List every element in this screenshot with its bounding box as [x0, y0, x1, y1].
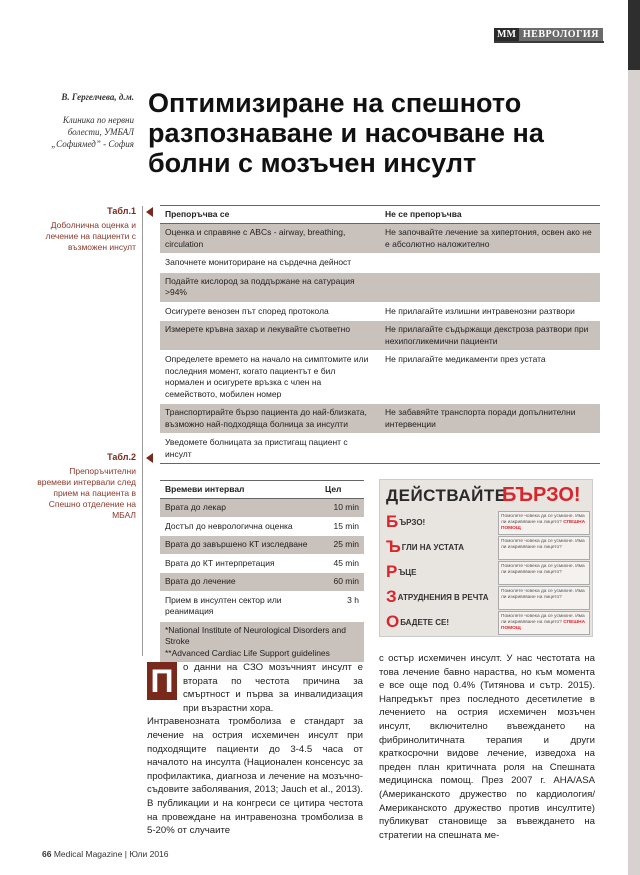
author-block [44, 92, 134, 150]
drop-cap: П [147, 662, 177, 700]
poster-panel [498, 536, 590, 560]
table-note-row [160, 621, 364, 662]
table2-label: Табл.2 [107, 452, 136, 462]
table-cell: Осигурете венозен път според протокола [160, 302, 380, 320]
table-cell [380, 254, 600, 272]
section-name: НЕВРОЛОГИЯ [519, 28, 603, 42]
poster-row [386, 610, 494, 634]
table-cell: 3 h [320, 591, 364, 621]
table-cell: Не прилагайте медикаменти през устата [380, 351, 600, 404]
table-row [160, 517, 364, 535]
poster-letter: Ъ [386, 537, 401, 556]
poster-row-text: ЪРЗО! [399, 517, 426, 527]
poster-row [386, 535, 494, 559]
poster-letter: З [386, 587, 397, 606]
poster-panel [498, 611, 590, 635]
table-cell: Достъп до неврологична оценка [160, 517, 320, 535]
table-cell: Врата до лекар [160, 499, 320, 517]
side-tab [628, 0, 640, 875]
poster-row-text: АТРУДНЕНИЯ В РЕЧТА [397, 592, 489, 602]
poster-panel [498, 561, 590, 585]
footer-separator: | [124, 849, 127, 859]
table-cell: Не прилагайте излишни интравенозни разтвори [380, 302, 600, 320]
table1-divider [142, 206, 143, 466]
table-row [160, 321, 600, 351]
poster-letter: Р [386, 562, 398, 581]
table-cell: 60 min [320, 573, 364, 591]
section-tag [494, 28, 603, 42]
body-paragraph: Интравенозната тромболиза е стандарт за лечение на острия исхемичен инсулт при подходящите пациенти до 3-4.5 часа от началото на инсулта (Национален консенсус за профилактика, диагноза и лечение на мозъчно-съдовите заболявания, 2013; Jauch et al., 2013). В публикации и на конгреси се цитира честота на провеждане на интравенозна тромболиза в 5-20% от случаите [147, 716, 363, 837]
poster-panel-highlight: СПЕШНА ПОМОЩ [501, 520, 586, 532]
table1-caption [36, 206, 136, 253]
body-paragraph-lead: о данни на СЗО мозъчният инсулт е втората по честота причина за смъртност и първа за инвалидизация при възрастни хора. [183, 662, 363, 714]
table1-caption-text: Доболнична оценка и лечение на пациенти с възможен инсулт [45, 219, 136, 252]
issue-date: Юли 2016 [129, 849, 169, 859]
table-cell: Измерете кръвна захар и лекувайте съответно [160, 321, 380, 351]
table-cell: 15 min [320, 517, 364, 535]
table-cell: Прием в инсултен сектор или реанимация [160, 591, 320, 621]
table-cell [380, 272, 600, 302]
table-cell: Определете времето на начало на симптомите или последния момент, когато пациентът е бил нормален и осигурете връзка с член на семейството, мобилен номер [160, 351, 380, 404]
table2-header-goal: Цел [320, 481, 364, 499]
poster-row [386, 585, 494, 609]
table-cell: Врата до завършено КТ изследване [160, 536, 320, 554]
page-footer [42, 849, 169, 859]
table-row [160, 404, 600, 434]
poster-row [386, 510, 494, 534]
poster-panel-highlight: СПЕШНА ПОМОЩ [501, 620, 586, 632]
table-cell: Врата до КТ интерпретация [160, 554, 320, 572]
article-title: Оптимизиране на спешното разпознаване и насочване на болни с мозъчен инсулт [148, 88, 544, 179]
table1-header-row [160, 206, 600, 224]
poster-panel-text: Помолете човека да се усмихне. Има ли изкривяване на лицето? [501, 589, 585, 601]
poster-panel [498, 586, 590, 610]
author-name: В. Гергелчева, д.м. [61, 92, 134, 102]
table-row [160, 434, 600, 464]
table2-caption-text: Препоръчителни времеви интервали след прием на пациента в Спешно отделение на МБАЛ [37, 465, 136, 520]
fast-poster-image [379, 479, 593, 637]
table-cell [380, 434, 600, 464]
table-row [160, 351, 600, 404]
body-column-1 [147, 661, 363, 838]
table-row [160, 224, 600, 254]
poster-panel [498, 511, 590, 535]
table1-header-not-recommended: Не се препоръчва [380, 206, 600, 224]
table-row [160, 272, 600, 302]
table-cell: Врата до лечение [160, 573, 320, 591]
table1-label: Табл.1 [107, 206, 136, 216]
author-affiliation: Клиника по нервни болести, УМБАЛ „Софиямед” - София [51, 115, 134, 150]
table-cell: Подайте кислород за поддържане на сатурация >94% [160, 272, 380, 302]
poster-letter: Б [386, 512, 399, 531]
poster-panel-text: Помолете човека да се усмихне. Има ли изкривяване на лицето? [501, 514, 585, 526]
table2-note: **Advanced Cardiac Life Support guidelines [165, 647, 330, 658]
poster-row-text: ГЛИ НА УСТАТА [401, 542, 464, 552]
table-cell: 45 min [320, 554, 364, 572]
table-cell: Не прилагайте съдържащи декстроза разтвори при нехипогликемични пациенти [380, 321, 600, 351]
poster-panel-text: Помолете човека да се усмихне. Има ли изкривяване на лицето? [501, 539, 585, 551]
table-row [160, 254, 600, 272]
side-tab-dark [628, 0, 640, 70]
table2 [160, 480, 364, 663]
table-row [160, 302, 600, 320]
magazine-mark: MM [494, 28, 519, 42]
magazine-name: Medical Magazine [53, 849, 123, 859]
table2-note: *National Institute of Neurological Disorders and Stroke [165, 624, 346, 647]
poster-title-fast: БЪРЗО! [502, 484, 581, 506]
table-row [160, 591, 364, 621]
poster-row-text: ЪЦЕ [398, 567, 417, 577]
page-number: 66 [42, 849, 52, 859]
table-row [160, 554, 364, 572]
table2-marker [146, 453, 153, 463]
header-rule [494, 41, 604, 43]
poster-letter: О [386, 612, 400, 631]
poster-row [386, 560, 494, 584]
table-row [160, 573, 364, 591]
table-cell: Не започвайте лечение за хипертония, освен ако не е абсолютно наложително [380, 224, 600, 254]
table2-divider [142, 452, 143, 656]
table1-marker [146, 207, 153, 217]
table-cell: Уведомете болницата за пристигащ пациент с инсулт [160, 434, 380, 464]
table-cell: Започнете мониториране на сърдечна дейност [160, 254, 380, 272]
table-row [160, 536, 364, 554]
table-cell: 10 min [320, 499, 364, 517]
body-column-2: с остър исхемичен инсулт. У нас честотата на това лечение бавно нараства, но към момента е все още под 0.4% (Титянова и сътр. 2015). Напредъкът през последното десетилетие в лечението на острия исхемичен мозъчен инсулт, включително въвеждането на фибринолитичната терапия и други краткосрочни видове лечение, изведоха на преден план критичната роля на Спешната медицинска помощ. През 2007 г. AHA/ASA (Американското дружество по кардиология/Американското дружество против инсултите) публикуват становище за въвеждането на стратегии на спешната ме- [379, 653, 595, 841]
table-cell: Оценка и справяне с ABCs - airway, breathing, circulation [160, 224, 380, 254]
table-cell: Не забавяйте транспорта поради допълнителни интервенции [380, 404, 600, 434]
table2-header-row [160, 481, 364, 499]
poster-panel-text: Помолете човека да се усмихне. Има ли изкривяване на лицето? [501, 614, 585, 626]
poster-title-act: ДЕЙСТВАЙТЕ [386, 486, 507, 505]
table2-notes [160, 621, 364, 662]
table2-caption [36, 452, 136, 521]
table-row [160, 499, 364, 517]
table-cell: 25 min [320, 536, 364, 554]
table1-header-recommended: Препоръчва се [160, 206, 380, 224]
poster-panel-text: Помолете човека да се усмихне. Има ли изкривяване на лицето? [501, 564, 585, 576]
table-cell: Транспортирайте бързо пациента до най-близката, възможно най-подходяща болница за инсулти [160, 404, 380, 434]
table1 [160, 205, 600, 464]
poster-row-text: БАДЕТЕ СЕ! [400, 617, 450, 627]
table2-header-interval: Времеви интервал [160, 481, 320, 499]
